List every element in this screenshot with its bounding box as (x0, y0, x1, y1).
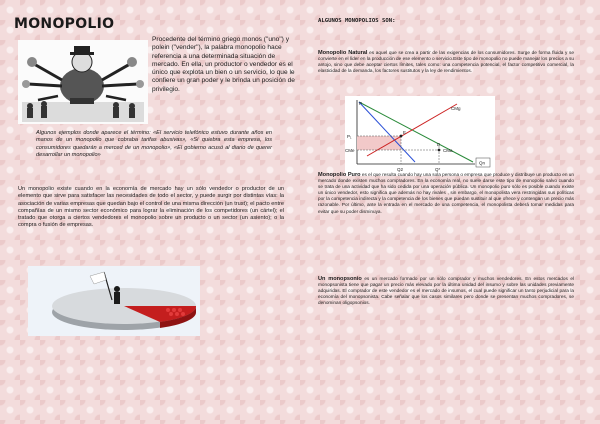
monopsony-title: Un monopsonio (318, 276, 362, 282)
q-c-label: Q* (435, 167, 441, 172)
pure-monopoly-paragraph (318, 172, 574, 215)
pie-chart-illustration (28, 266, 200, 336)
cmg-label: CMg (451, 106, 461, 111)
monopsony-text: es un mercado formado por un sólo comprador y muchos vendedores. En estos mercados el monopsonista tiene que pagar un precio más elevado por la última unidad del insumo y sobre las unidades previamente adquiridas. El comprador de este vendedor es el mercado de insumos, el cual puede significar un tanto perjudicial para la economía del monopsonista. Cabe señalar que los casos similares pero donde se presentan muchos compradores, se denominan oligopsonios. (318, 276, 574, 306)
natural-monopoly-title: Monopolio Natural (318, 50, 368, 56)
intro-paragraph: Procedente del término griego monos ("uno") y polein ("vender"), la palabra monopolio hace referencia a una determinada situación de mercado. En ella, un productor o vendedor es el único que explota un bien o un servicio, lo que le confiere un gran poder y le brinda un posición de privilegio. (152, 36, 295, 93)
mc-short-label: CMa (443, 148, 453, 153)
price-m-label: P₁ (347, 134, 352, 139)
point-d-label: D (437, 142, 441, 147)
natural-monopoly-text: es aquel que se crea a partir de las exigencias de los consumidores. Surge de forma fluida y se convierte en el líder en la producción de ese elemento o servicio.Este tipo de monopolio no puede manejar los precios a su antojo, sino que debe aceptar ciertos límites, tales como: una competencia potencial, el factor competitivo comercial, la elasticidad de la demanda, los factores sustitutos y la ley de rendimientos. (318, 50, 574, 74)
monopoly-graph-svg (345, 96, 495, 176)
y-axis-label: P (359, 101, 363, 106)
monopoly-cartoon-illustration (18, 40, 148, 124)
monopoly-graph (345, 96, 495, 176)
natural-monopoly-paragraph (318, 50, 574, 74)
x-axis-label: Qn (479, 160, 486, 166)
point-d (438, 149, 441, 152)
pure-monopoly-title: Monopolio Puro (318, 172, 361, 178)
price-c-label: CMe (345, 148, 355, 153)
point-e (400, 135, 403, 138)
pure-monopoly-text: es el que resulta cuando hay una sola persona o empresa que produce y distribuye un producto en un mercado donde existen muchos compradores. En la economía real, no suele darse este tipo de monopolio salvo cuando se trata de una actividad que ha sido cedida por una operación pública. Un monopolio puro sólo es posible cuando existe un único vendedor, esto significa que además no hay rivales , sin embargo, el monopolista vera restringidas sus políticas por la competencia indirecta y la competencia de los bienes que puedan sustituir al que ofrece y contengan un precio más razonable. Por último, ante la entrada en el mercado de una competencia, el monopolista deberá tomar medidas para evitar que su poder disminuya. (318, 172, 575, 214)
page-title: MONOPOLIO (14, 16, 115, 32)
profit-area (357, 136, 401, 150)
point-e-label: E (403, 130, 407, 135)
q-m-label: Q2 (397, 167, 404, 172)
section-heading: ALGUNOS MONOPOLIOS SON: (318, 18, 396, 24)
monopsony-paragraph (318, 276, 574, 306)
definition-paragraph: Un monopolio existe cuando en la economía de mercado hay un sólo vendedor o productor de un elemento que sirve para satisfacer las necesidades de todo el sector, y puede surgir por distintas vías: la asociación de varias empresas que quedan bajo el control de una misma dirección (un trust); el pacto entre compañías de un mismo sector económico para lograr la eliminación de los competidores (un cártel); el tratado que otorga a ciertos vendedores el monopolio sobre un producto o un sector (un asiento); o la compra o fusión de empresas. (18, 186, 284, 229)
examples-paragraph: Algunos ejemplos donde aparece el término: «El servicio telefónico estuvo durante años en manos de un monopolio que cobraba tarifas abusivas», «Si quiebra esta empresa, los consumidores quedarán a merced de un monopolio», «El gobierno acusó al diario de querer desarrollar un monopolio» (36, 130, 272, 159)
